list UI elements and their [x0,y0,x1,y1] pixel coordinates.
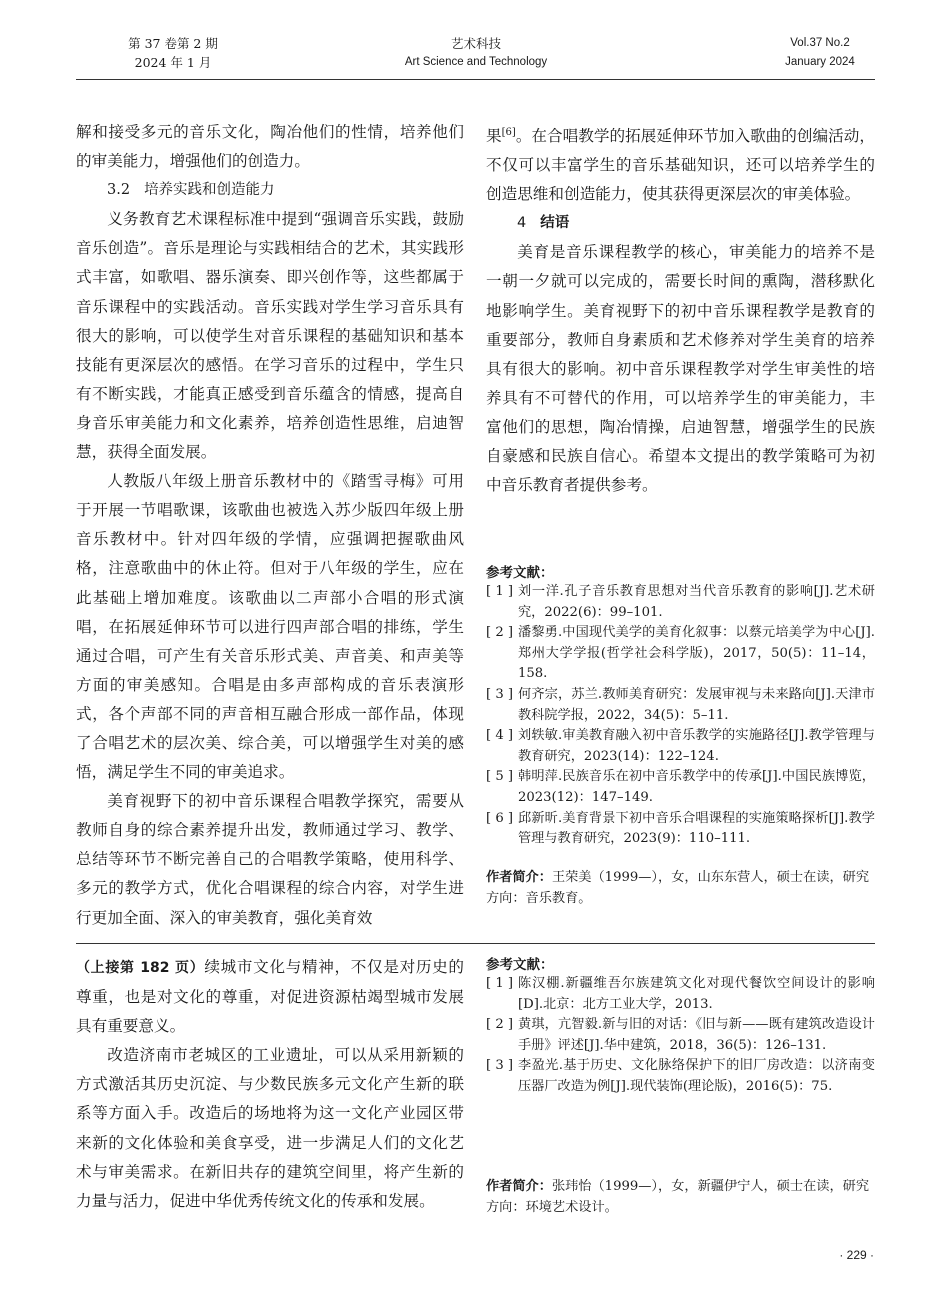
paragraph-text: 续城市文化与精神，不仅是对历史的尊重，也是对文化的尊重，对促进资源枯竭型城市发展具有重要意义。 [76,958,464,1036]
reference-item [486,685,875,726]
references-list [486,974,875,1098]
header-divider [76,79,875,80]
section-number: 4 [517,215,527,232]
journal-name [376,34,576,72]
reference-number: [ 1 ] [486,976,514,991]
paragraph: 解和接受多元的音乐文化，陶冶他们的性情，培养他们的审美能力，增强他们的创造力。 [76,123,464,171]
reference-item [486,809,875,850]
journal-header [76,34,875,78]
reference-text: 何齐宗，苏兰.教师美育研究：发展审视与未来路向[J].天津市教科院学报，2022，34(5)：5–11. [518,686,875,723]
citation-ref: [6] [501,127,516,138]
paragraph: 美育视野下的初中音乐课程合唱教学探究，需要从教师自身的综合素养提升出发，教师通过学习、教学、总结等环节不断完善自己的合唱教学策略，使用科学、多元的教学方式，优化合唱课程的综合内容，对学生进行更加全面、深入的审美教育，强化美育效 [76,792,464,927]
author-bio [486,1177,875,1218]
reference-number: [ 6 ] [486,810,514,826]
reference-text: 李盈光.基于历史、文化脉络保护下的旧厂房改造：以济南变压器厂改造为例[J].现代装饰(理论版)，2016(5)：75. [518,1058,875,1094]
issue-info-en [765,34,875,72]
reference-number: [ 4 ] [486,728,514,744]
references-list [486,582,875,850]
section-number: 3.2 [107,182,131,199]
paragraph: 改造济南市老城区的工业遗址，可以从采用新颖的方式激活其历史沉淀、与少数民族多元文化产生新的联系等方面入手。改造后的场地将为这一文化产业园区带来新的文化体验和美食享受，进一步满足人们的文化艺术与审美需求。在新旧共存的建筑空间里，将产生新的力量与活力，促进中华优秀传统文化的传承和发展。 [76,1046,464,1210]
paragraph [76,953,464,1041]
paragraph [486,118,875,209]
issue-date: 2024 年 1 月 [134,55,212,70]
author-bio-label: 作者简介： [486,1179,552,1194]
paragraph-text: 果 [486,127,502,145]
reference-item [486,623,875,685]
reference-text: 潘黎勇.中国现代美学的美育化叙事：以蔡元培美学为中心[J].郑州大学学报(哲学社会科学版)，2017，50(5)：11–14，158. [518,625,875,682]
right-column-top [486,118,875,500]
continued-from-label: （上接第 182 页） [76,960,205,976]
reference-text: 刘轶敏.审美教育融入初中音乐教学的实施路径[J].教学管理与教育研究，2023(14)：122–124. [518,728,875,764]
paragraph: 美育是音乐课程教学的核心，审美能力的培养不是一朝一夕就可以完成的，需要长时间的熏陶，潜移默化地影响学生。美育视野下的初中音乐课程教学是教育的重要部分，教师自身素质和艺术修养对学生美育的培养具有很大的影响。初中音乐课程教学对学生审美性的培养具有不可替代的作用，可以培养学生的审美能力，丰富他们的思想，陶冶情操，启迪智慧，增强学生的民族自豪感和民族自信心。希望本文提出的教学策略可为初中音乐教育者提供参考。 [486,243,875,495]
reference-number: [ 3 ] [486,686,514,702]
paragraph: 义务教育艺术课程标准中提到“强调音乐实践，鼓励音乐创造”。音乐是理论与实践相结合的艺术，其实践形式丰富，如歌唱、器乐演奏、即兴创作等，这些都属于音乐课程中的实践活动。音乐实践对学生学习音乐具有很大的影响，可以使学生对音乐课程的基础知识和基本技能有更深层次的感悟。在学习音乐的过程中，学生只有不断实践，才能真正感受到音乐蕴含的情感，提高自身音乐审美能力和文化素养，培养创造性思维，启迪智慧，获得全面发展。 [76,210,464,462]
reference-number: [ 2 ] [486,1017,514,1033]
reference-item [486,974,875,1015]
reference-item [486,767,875,808]
author-bio-label: 作者简介： [486,870,552,885]
reference-item [486,1056,875,1097]
reference-text: 邱新昕.美育背景下初中音乐合唱课程的实施策略探析[J].教学管理与教育研究，2023(9)：110–111. [518,810,875,847]
reference-item [486,726,875,767]
author-bio-text: 张玮怡（1999—），女，新疆伊宁人，硕士在读，研究方向：环境艺术设计。 [486,1179,870,1215]
reference-number: [ 3 ] [486,1058,514,1074]
volume-issue: 第 37 卷第 2 期 [128,36,218,51]
reference-text: 刘一洋.孔子音乐教育思想对当代音乐教育的影响[J].艺术研究，2022(6)：99–101. [518,584,875,620]
article-divider [76,943,875,944]
reference-text: 陈汉棚.新疆维吾尔族建筑文化对现代餐饮空间设计的影响[D].北京：北方工业大学，2013. [518,976,875,1012]
paragraph: 人教版八年级上册音乐教材中的《踏雪寻梅》可用于开展一节唱歌课，该歌曲也被选入苏少版四年级上册音乐教材中。针对四年级的学情，应强调把握歌曲风格，注意歌曲中的休止符。但对于八年级的学生，应在此基础上增加难度。该歌曲以二声部小合唱的形式演唱，在拓展延伸环节可以进行四声部合唱的排练，学生通过合唱，可产生有关音乐形式美、声音美、和声美等方面的审美感知。合唱是由多声部构成的音乐表演形式，各个声部不同的声音相互融合形成一部作品，体现了合唱艺术的层次美、综合美，可以增强学生对美的感悟，满足学生不同的审美追求。 [76,472,464,782]
author-bio [486,868,875,909]
paragraph-text: 。在合唱教学的拓展延伸环节加入歌曲的创编活动，不仅可以丰富学生的音乐基础知识，还可以培养学生的创造思维和创造能力，使其获得更深层次的审美体验。 [486,127,875,204]
author-bio-text: 王荣美（1999—），女，山东东营人，硕士在读，研究方向：音乐教育。 [486,870,870,906]
reference-number: [ 5 ] [486,769,514,785]
journal-name-en: Art Science and Technology [404,56,548,68]
journal-name-cn: 艺术科技 [450,36,501,51]
volume-issue-en: Vol.37 No.2 [790,37,850,49]
reference-number: [ 1 ] [486,584,514,599]
left-column-bottom [76,953,464,1216]
left-column-top [76,118,464,933]
issue-date-en: January 2024 [785,56,855,68]
reference-number: [ 2 ] [486,625,514,641]
page-number: · 229 · [839,1248,874,1262]
reference-item [486,582,875,623]
references-title: 参考文献： [486,957,554,973]
section-heading-3-2 [76,176,464,205]
section-title: 培养实践和创造能力 [144,182,275,199]
section-title: 结语 [540,215,570,232]
reference-text: 黄琪，亢智毅.新与旧的对话：《旧与新——既有建筑改造设计手册》评述[J].华中建筑，2018，36(5)：126–131. [518,1017,875,1053]
reference-text: 韩明萍.民族音乐在初中音乐教学中的传承[J].中国民族博览，2023(12)：147–149. [518,769,875,805]
reference-item [486,1015,875,1056]
section-heading-4 [486,209,875,238]
issue-info [108,34,238,72]
references-title: 参考文献： [486,565,554,581]
